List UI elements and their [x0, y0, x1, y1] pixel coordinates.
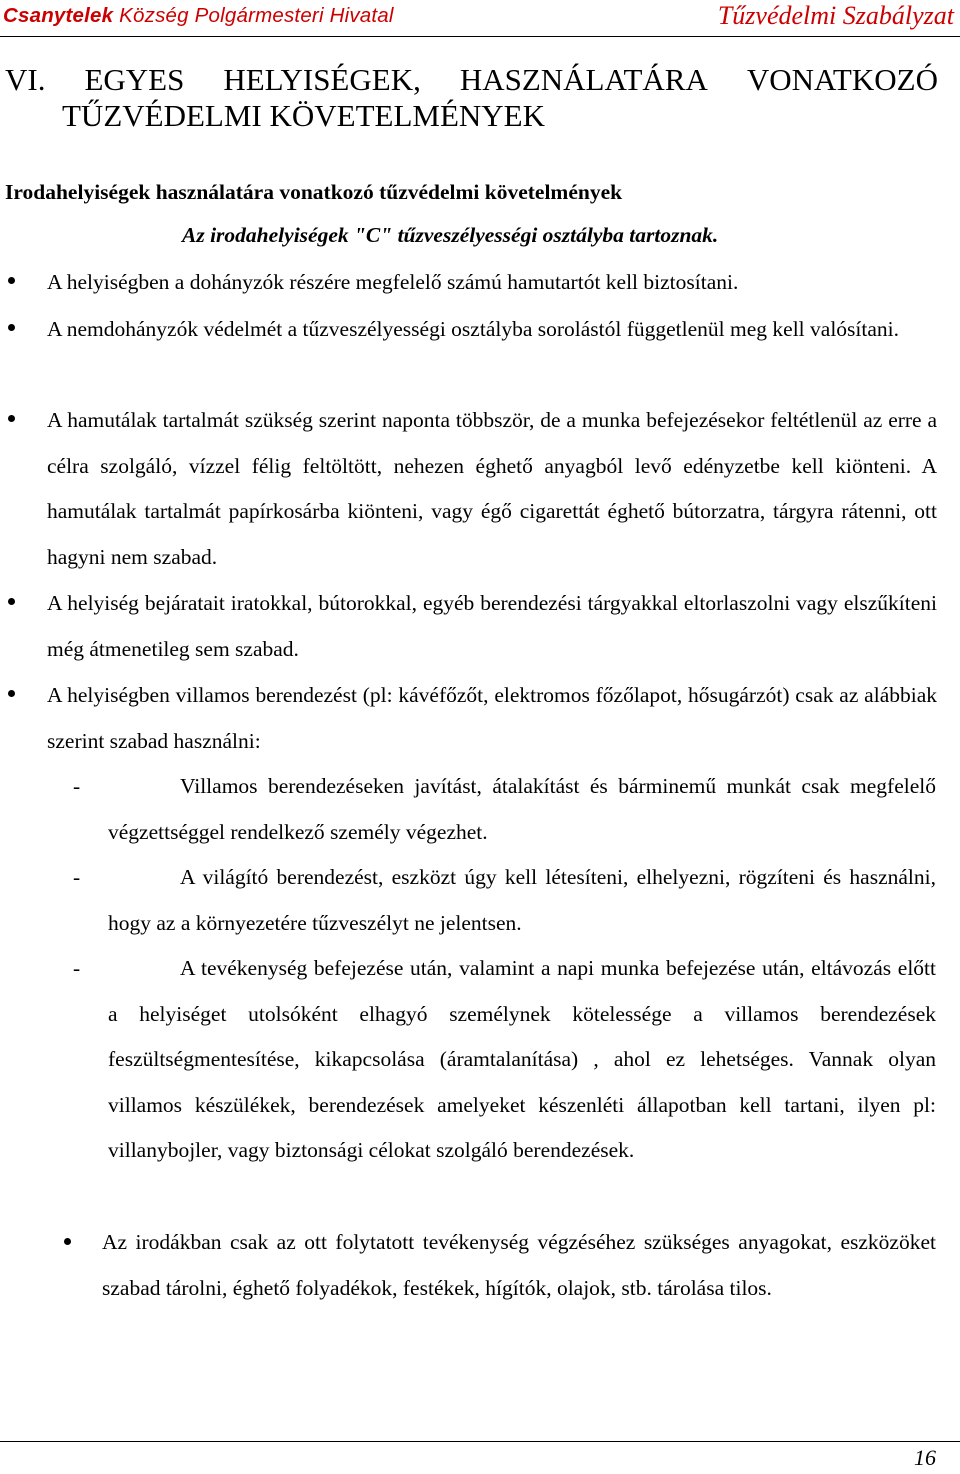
header-organization	[3, 4, 394, 28]
chapter-word-1: EGYES	[84, 62, 185, 97]
header-org-bold: Csanytelek	[3, 4, 114, 27]
section-heading: Irodahelyiségek használatára vonatkozó tűzvédelmi követelmények	[5, 180, 623, 204]
page-header	[0, 0, 960, 36]
dash-marker: -	[73, 774, 81, 798]
sub-item: A tevékenység befejezése után, valamint a napi munka befejezése után, eltávozás előtt a helyiséget utolsóként elhagyó személynek kötelessége a villamos berendezések feszültségmentesítése, kikapcsolása (áramtalanítása) , ahol ez lehetséges. Vannak olyan villamos készülékek, berendezések amelyeket készenléti állapotban kell tartani, ilyen pl: villanybojler, vagy biztonsági célokat szolgáló berendezések.	[108, 956, 936, 1163]
dash-marker: -	[73, 865, 81, 889]
page-number: 16	[914, 1445, 936, 1470]
sub-item: A világító berendezést, eszközt úgy kell létesíteni, elhelyezni, rögzíteni és használni, hogy az a környezetére tűzveszélyt ne jelentsen.	[108, 865, 936, 935]
chapter-title	[5, 62, 940, 134]
bullet-dot	[8, 277, 15, 284]
bullet-dot	[8, 324, 15, 331]
bullet-dot	[64, 1238, 71, 1245]
chapter-number: VI.	[5, 62, 46, 97]
bullet-item: Az irodákban csak az ott folytatott tevékenység végzéséhez szükséges anyagokat, eszközöket szabad tárolni, éghető folyadékok, festékek, hígítók, olajok, stb. tárolása tilos.	[102, 1230, 936, 1300]
sub-item: Villamos berendezéseken javítást, átalakítást és bárminemű munkát csak megfelelő végzettséggel rendelkező személy végezhet.	[108, 774, 936, 844]
bullet-item: A nemdohányzók védelmét a tűzveszélyességi osztályba sorolástól függetlenül meg kell valósítani.	[47, 317, 900, 341]
fire-class-note: Az irodahelyiségek "C" tűzveszélyességi osztályba tartoznak.	[182, 223, 719, 247]
bullet-item: A helyiségben a dohányzók részére megfelelő számú hamutartót kell biztosítani.	[47, 270, 739, 294]
chapter-word-4: VONATKOZÓ	[746, 62, 938, 97]
header-document-title: Tűzvédelmi Szabályzat	[717, 1, 954, 30]
bullet-item: A helyiség bejáratait iratokkal, bútorokkal, egyéb berendezési tárgyakkal eltorlaszolni vagy elszűkíteni még átmenetileg sem szabad.	[47, 591, 937, 661]
header-org-rest: Község Polgármesteri Hivatal	[113, 4, 394, 27]
chapter-word-2: HELYISÉGEK,	[223, 62, 421, 97]
bullet-dot	[8, 415, 15, 422]
bullet-dot	[8, 690, 15, 697]
chapter-word-3: HASZNÁLATÁRA	[459, 62, 708, 97]
bullet-dot	[8, 598, 15, 605]
footer-divider	[0, 1441, 960, 1442]
bullet-item: A hamutálak tartalmát szükség szerint naponta többször, de a munka befejezésekor feltétlenül az erre a célra szolgáló, vízzel félig feltöltött, nehezen éghető anyagból levő edényzetbe kell kiönteni. A hamutálak tartalmát papírkosárba kiönteni, vagy égő cigarettát éghető bútorzatra, tárgyra rátenni, ott hagyni nem szabad.	[47, 408, 937, 569]
bullet-item: A helyiségben villamos berendezést (pl: kávéfőzőt, elektromos főzőlapot, hősugárzót) csak az alábbiak szerint szabad használni:	[47, 683, 937, 753]
chapter-title-line-2: TŰZVÉDELMI KÖVETELMÉNYEK	[62, 98, 545, 133]
dash-marker: -	[73, 956, 81, 980]
header-divider	[0, 36, 960, 37]
